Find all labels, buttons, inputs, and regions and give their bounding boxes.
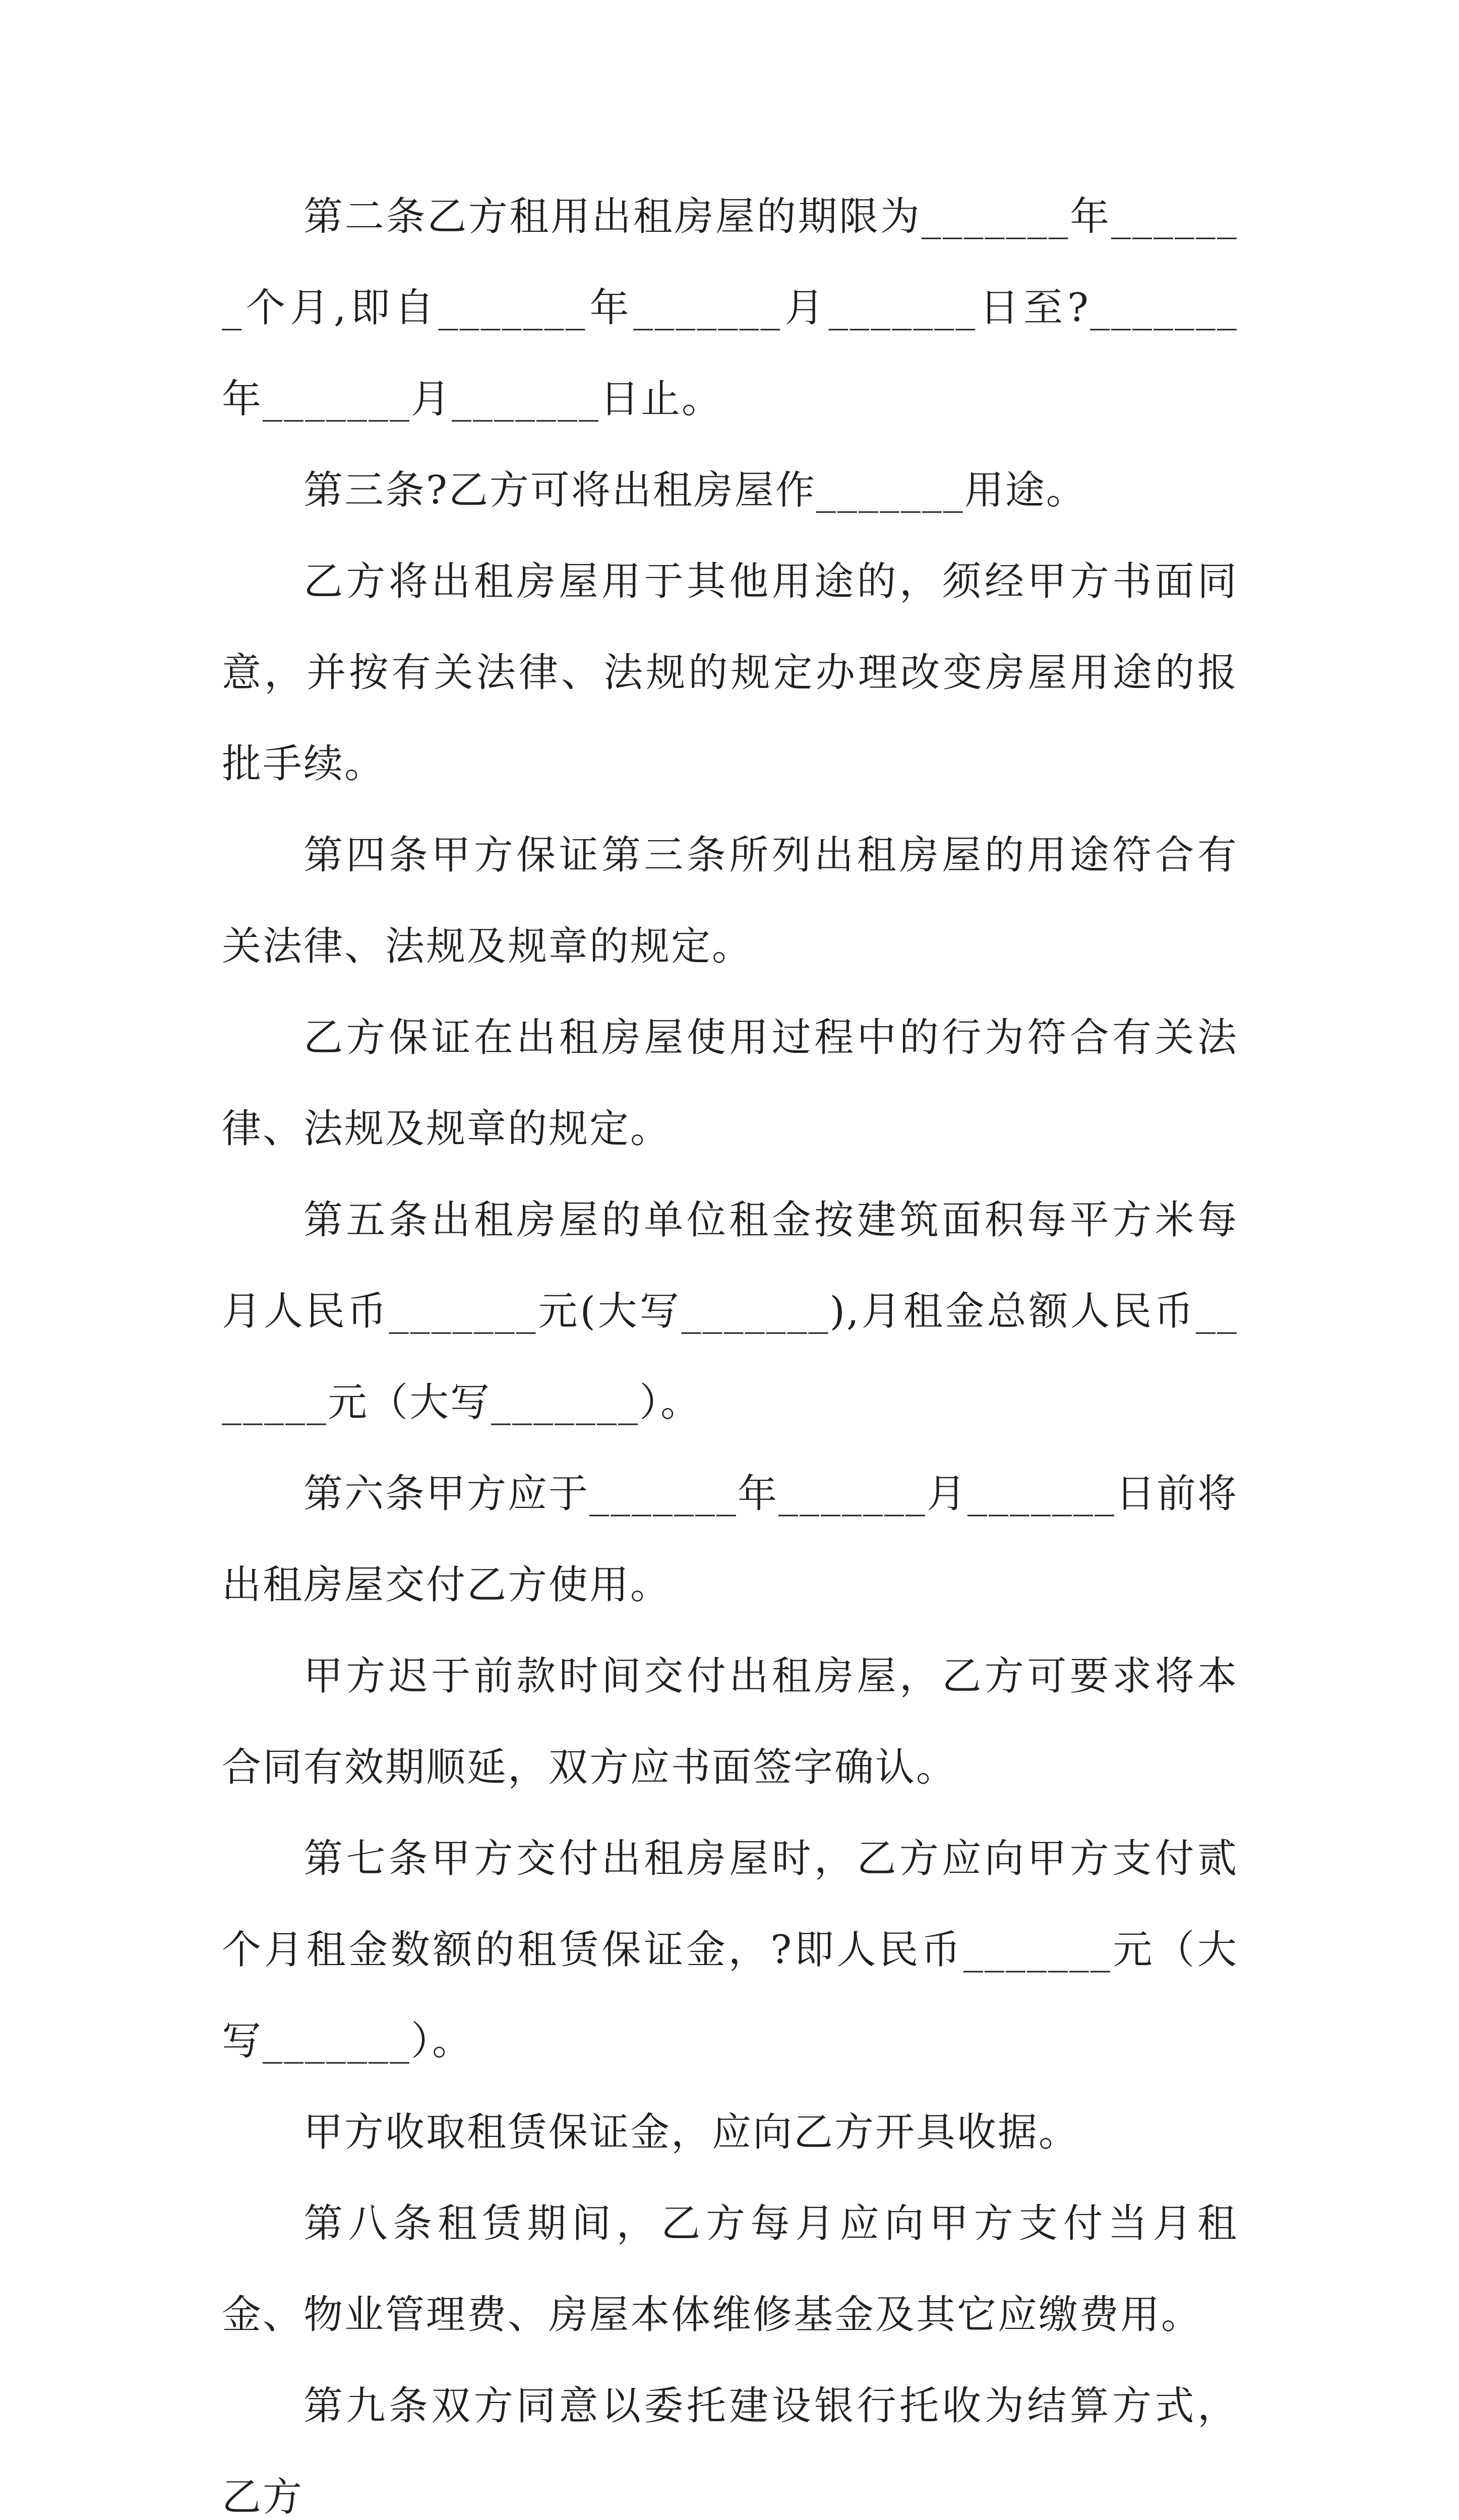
clause-3-note-paragraph: 乙方将出租房屋用于其他用途的，须经甲方书面同意，并按有关法律、法规的规定办理改变房屋用途的报批手续。 [222,559,1238,787]
clause-8-paragraph: 第八条租赁期间，乙方每月应向甲方支付当月租金、物业管理费、房屋本体维修基金及其它应缴费用。 [222,2201,1238,2338]
clause-5-paragraph: 第五条出租房屋的单位租金按建筑面积每平方米每月人民币_______元(大写_______),月租金总额人民币_______元（大写_______）。 [222,1198,1238,1425]
clause-3-paragraph: 第三条?乙方可将出租房屋作_______用途。 [303,468,1087,513]
clause-7-note-paragraph: 甲方收取租赁保证金，应向乙方开具收据。 [303,2110,1080,2155]
clause-6-note-paragraph: 甲方迟于前款时间交付出租房屋，乙方可要求将本合同有效期顺延，双方应书面签字确认。 [222,1654,1238,1790]
clause-9-paragraph: 第九条双方同意以委托建设银行托收为结算方式，乙方 [222,2383,1238,2520]
clause-4-tenant-paragraph: 乙方保证在出租房屋使用过程中的行为符合有关法律、法规及规章的规定。 [222,1015,1238,1152]
clause-6-paragraph: 第六条甲方应于_______年_______月_______日前将出租房屋交付乙方使用。 [222,1471,1239,1608]
contract-body [222,171,1238,2520]
clause-7-paragraph: 第七条甲方交付出租房屋时，乙方应向甲方支付贰个月租金数额的租赁保证金，?即人民币_______元（大写_______）。 [222,1836,1238,2064]
clause-2-paragraph: 第二条乙方租用出租房屋的期限为_______年_______个月,即自_______年_______月_______日至?_______年_______月_______日止。 [222,194,1238,422]
clause-4-paragraph: 第四条甲方保证第三条所列出租房屋的用途符合有关法律、法规及规章的规定。 [222,833,1238,969]
